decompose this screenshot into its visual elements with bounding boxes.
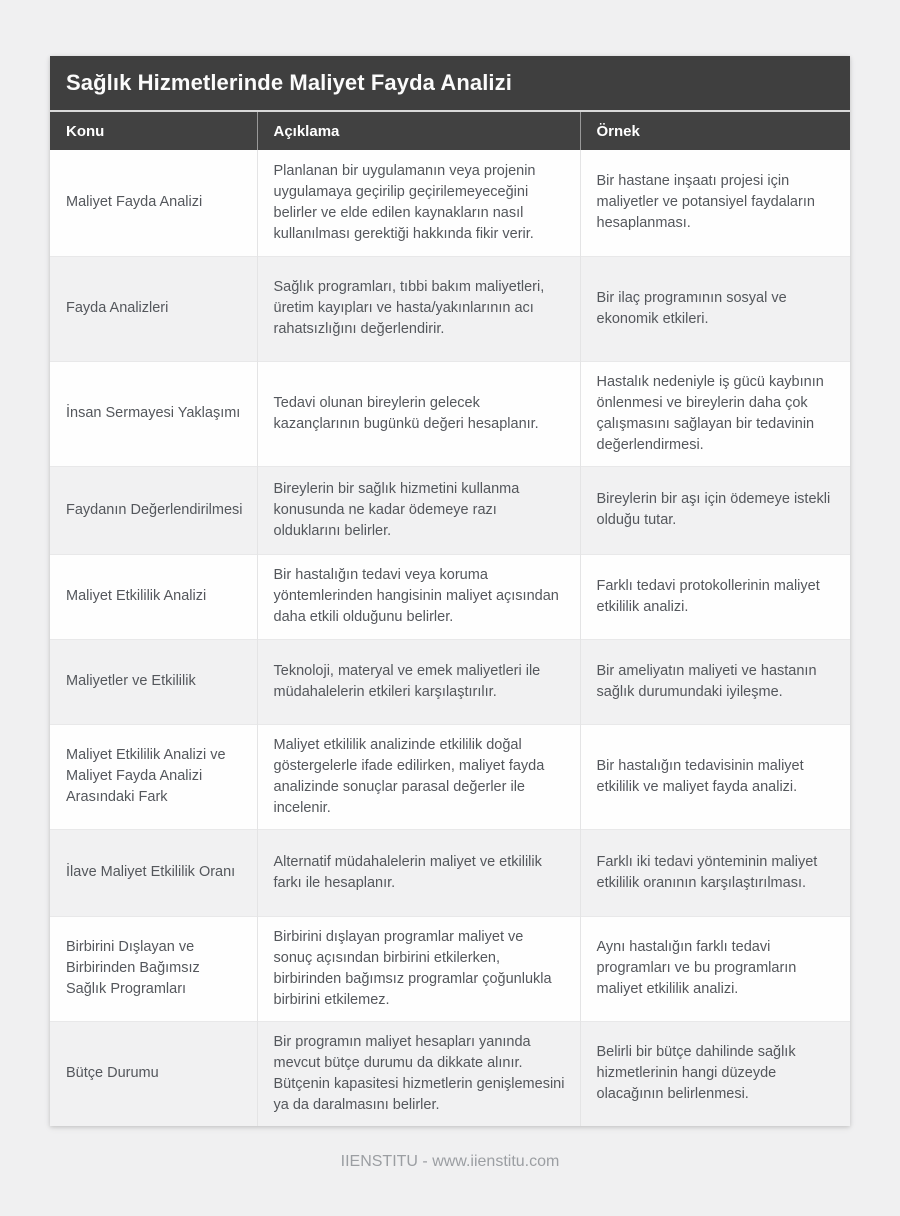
description-cell: Birbirini dışlayan programlar maliyet ve sonuç açısından birbirini etkilerken, birbirinden bağımsız programlar çoğunlukla birbirini etkilemez. (257, 916, 580, 1021)
topic-cell: Maliyet Fayda Analizi (66, 194, 203, 211)
description-cell: Planlanan bir uygulamanın veya projenin uygulamaya geçirilip geçirilemeyeceğini belirler ve elde edilen kaynakların nasıl kullanılması gerektiği hakkında fikir verir. (257, 150, 580, 256)
topic-cell: Bütçe Durumu (66, 1065, 159, 1081)
description-cell: Bir hastalığın tedavi veya koruma yöntemlerinden hangisinin maliyet açısından daha etkili olduğunu belirler. (257, 554, 580, 639)
example-cell: Bir hastalığın tedavisinin maliyet etkililik ve maliyet fayda analizi. (580, 724, 850, 829)
table-row (50, 1021, 850, 1126)
description-cell: Bireylerin bir sağlık hizmetini kullanma konusunda ne kadar ödemeye razı olduklarını belirler. (257, 466, 580, 554)
table-row (50, 150, 850, 256)
topic-cell: İnsan Sermayesi Yaklaşımı (66, 405, 241, 421)
table-row (50, 466, 850, 554)
example-cell: Belirli bir bütçe dahilinde sağlık hizmetlerinin hangi düzeyde olacağının belirlenmesi. (580, 1021, 850, 1126)
table-body (50, 150, 850, 1126)
table-row (50, 724, 850, 829)
table-row (50, 554, 850, 639)
description-cell: Maliyet etkililik analizinde etkililik doğal göstergelerle ifade edilirken, maliyet fayda analizinde sonuçlar parasal değerler ile incelenir. (257, 724, 580, 829)
topic-cell: Maliyetler ve Etkililik (66, 673, 196, 689)
example-cell: Aynı hastalığın farklı tedavi programları ve bu programların maliyet etkililik analizi. (580, 916, 850, 1021)
topic-cell: Fayda Analizleri (66, 300, 169, 316)
example-cell: Hastalık nedeniyle iş gücü kaybının önlenmesi ve bireylerin daha çok çalışmasını sağlayan bir tedavinin değerlendirmesi. (580, 361, 850, 466)
description-cell: Sağlık programları, tıbbi bakım maliyetleri, üretim kayıpları ve hasta/yakınlarının acı rahatsızlığını değerlendirir. (257, 256, 580, 361)
table-row (50, 829, 850, 916)
table-row (50, 916, 850, 1021)
topic-cell: Maliyet Etkililik Analizi (66, 588, 207, 604)
footer-attribution: IIENSTITU - www.iienstitu.com (340, 1152, 560, 1170)
column-header-description: Açıklama (257, 112, 580, 150)
table-card (50, 56, 850, 1126)
column-header-example: Örnek (580, 112, 850, 150)
topic-cell: İlave Maliyet Etkililik Oranı (66, 864, 236, 880)
description-cell: Tedavi olunan bireylerin gelecek kazançlarının bugünkü değeri hesaplanır. (257, 361, 580, 466)
example-cell: Farklı iki tedavi yönteminin maliyet etkililik oranının karşılaştırılması. (580, 829, 850, 916)
description-cell: Teknoloji, materyal ve emek maliyetleri ile müdahalelerin etkileri karşılaştırılır. (257, 639, 580, 724)
table-row (50, 639, 850, 724)
example-cell: Farklı tedavi protokollerinin maliyet etkililik analizi. (580, 554, 850, 639)
topic-cell: Faydanın Değerlendirilmesi (66, 501, 243, 518)
column-header-topic: Konu (50, 112, 257, 150)
topic-cell: Maliyet Etkililik Analizi ve Maliyet Fayda Analizi Arasındaki Fark (66, 747, 226, 805)
example-cell: Bireylerin bir aşı için ödemeye istekli olduğu tutar. (580, 466, 850, 554)
description-cell: Alternatif müdahalelerin maliyet ve etkililik farkı ile hesaplanır. (257, 829, 580, 916)
example-cell: Bir hastane inşaatı projesi için maliyetler ve potansiyel faydaların hesaplanması. (580, 150, 850, 256)
description-cell: Bir programın maliyet hesapları yanında mevcut bütçe durumu da dikkate alınır. Bütçenin kapasitesi hizmetlerin genişlemesini ya da daralmasını belirler. (257, 1021, 580, 1126)
cost-benefit-table (50, 112, 850, 1126)
table-row (50, 256, 850, 361)
table-header (50, 112, 850, 150)
page-title: Sağlık Hizmetlerinde Maliyet Fayda Analizi (50, 56, 850, 112)
example-cell: Bir ameliyatın maliyeti ve hastanın sağlık durumundaki iyileşme. (580, 639, 850, 724)
header-row (50, 112, 850, 150)
topic-cell: Birbirini Dışlayan ve Birbirinden Bağımsız Sağlık Programları (66, 939, 200, 997)
table-row (50, 361, 850, 466)
example-cell: Bir ilaç programının sosyal ve ekonomik etkileri. (580, 256, 850, 361)
